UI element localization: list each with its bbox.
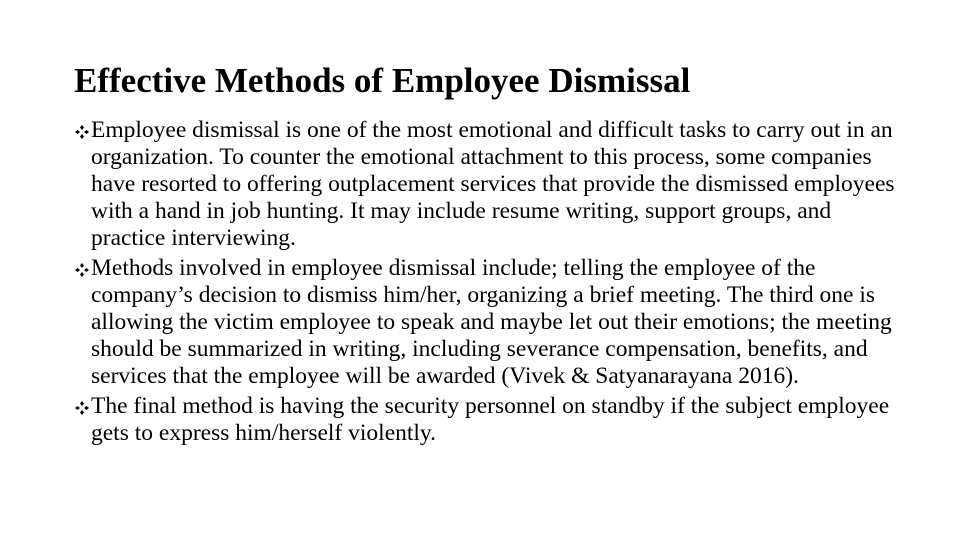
bullet-list [74, 117, 904, 450]
bullet-text: The final method is having the security personnel on standby if the subject employee gets to express him/herself violently. [91, 393, 890, 446]
diamond-quad-bullet-icon [74, 124, 90, 140]
bullet-item [74, 393, 904, 447]
bullet-item [74, 255, 904, 390]
bullet-item [74, 117, 904, 252]
slide-title: Effective Methods of Employee Dismissal [74, 61, 691, 100]
diamond-quad-bullet-icon [74, 262, 90, 278]
bullet-text: Methods involved in employee dismissal include; telling the employee of the company’s decision to dismiss him/her, organizing a brief meeting. The third one is allowing the victim employee to speak and maybe let out their emotions; the meeting should be summarized in writing, including severance compensation, benefits, and services that the employee will be awarded (Vivek & Satyanarayana 2016). [91, 255, 892, 389]
diamond-quad-bullet-icon [74, 400, 90, 416]
bullet-text: Employee dismissal is one of the most emotional and difficult tasks to carry out in an organization. To counter the emotional attachment to this process, some companies have resorted to offering outplacement services that provide the dismissed employees with a hand in job hunting. It may include resume writing, support groups, and practice interviewing. [91, 117, 895, 251]
